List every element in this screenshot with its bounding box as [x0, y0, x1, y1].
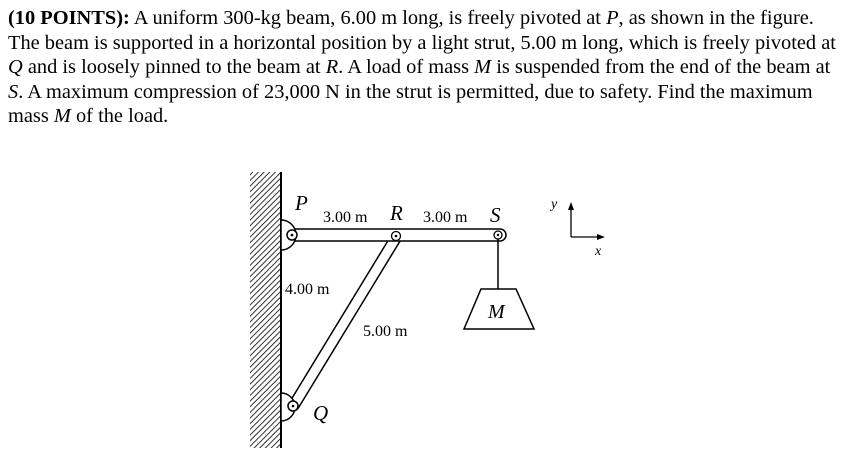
dim-rs: 3.00 m	[423, 209, 468, 226]
variable-symbol: M	[474, 56, 492, 79]
label-m: M	[488, 301, 505, 323]
text-segment: . A load of mass	[338, 56, 475, 79]
text-segment: A uniform 300-kg beam, 6.00 m long, is freely pivoted at	[129, 7, 607, 29]
points-label: (10 POINTS):	[8, 7, 130, 29]
point-s	[494, 231, 502, 239]
label-s: S	[490, 203, 501, 227]
axis-y-label: y	[551, 197, 558, 212]
dim-pr: 3.00 m	[323, 209, 368, 226]
label-q: Q	[313, 401, 329, 425]
label-r: R	[390, 201, 403, 225]
variable-symbol: Q	[8, 56, 23, 79]
text-segment: is suspended from the end of the beam at	[491, 56, 831, 79]
variable-symbol: S	[8, 80, 19, 103]
variable-symbol: R	[325, 56, 339, 79]
dim-strut: 5.00 m	[363, 323, 408, 340]
text-segment: of the load.	[70, 105, 169, 128]
variable-symbol: M	[53, 105, 71, 128]
label-p: P	[295, 191, 308, 215]
text-segment: and is loosely pinned to the beam at	[22, 56, 326, 79]
text-segment: , as shown in the figure. The beam is supported in a horizontal position by a light strut, 5.00 m long, which is freely pivoted at	[8, 7, 836, 54]
wall	[250, 172, 281, 448]
pin-r	[392, 232, 401, 241]
axis-x-label: x	[595, 244, 602, 259]
pivot-p	[281, 220, 297, 250]
dim-pq: 4.00 m	[285, 281, 330, 298]
axes-indicator	[568, 202, 605, 240]
text-segment: . A maximum compression of 23,000 N in the strut is permitted, due to safety. Find the maximum mass	[8, 80, 813, 128]
strut	[294, 236, 397, 405]
variable-symbol: P	[606, 7, 619, 29]
